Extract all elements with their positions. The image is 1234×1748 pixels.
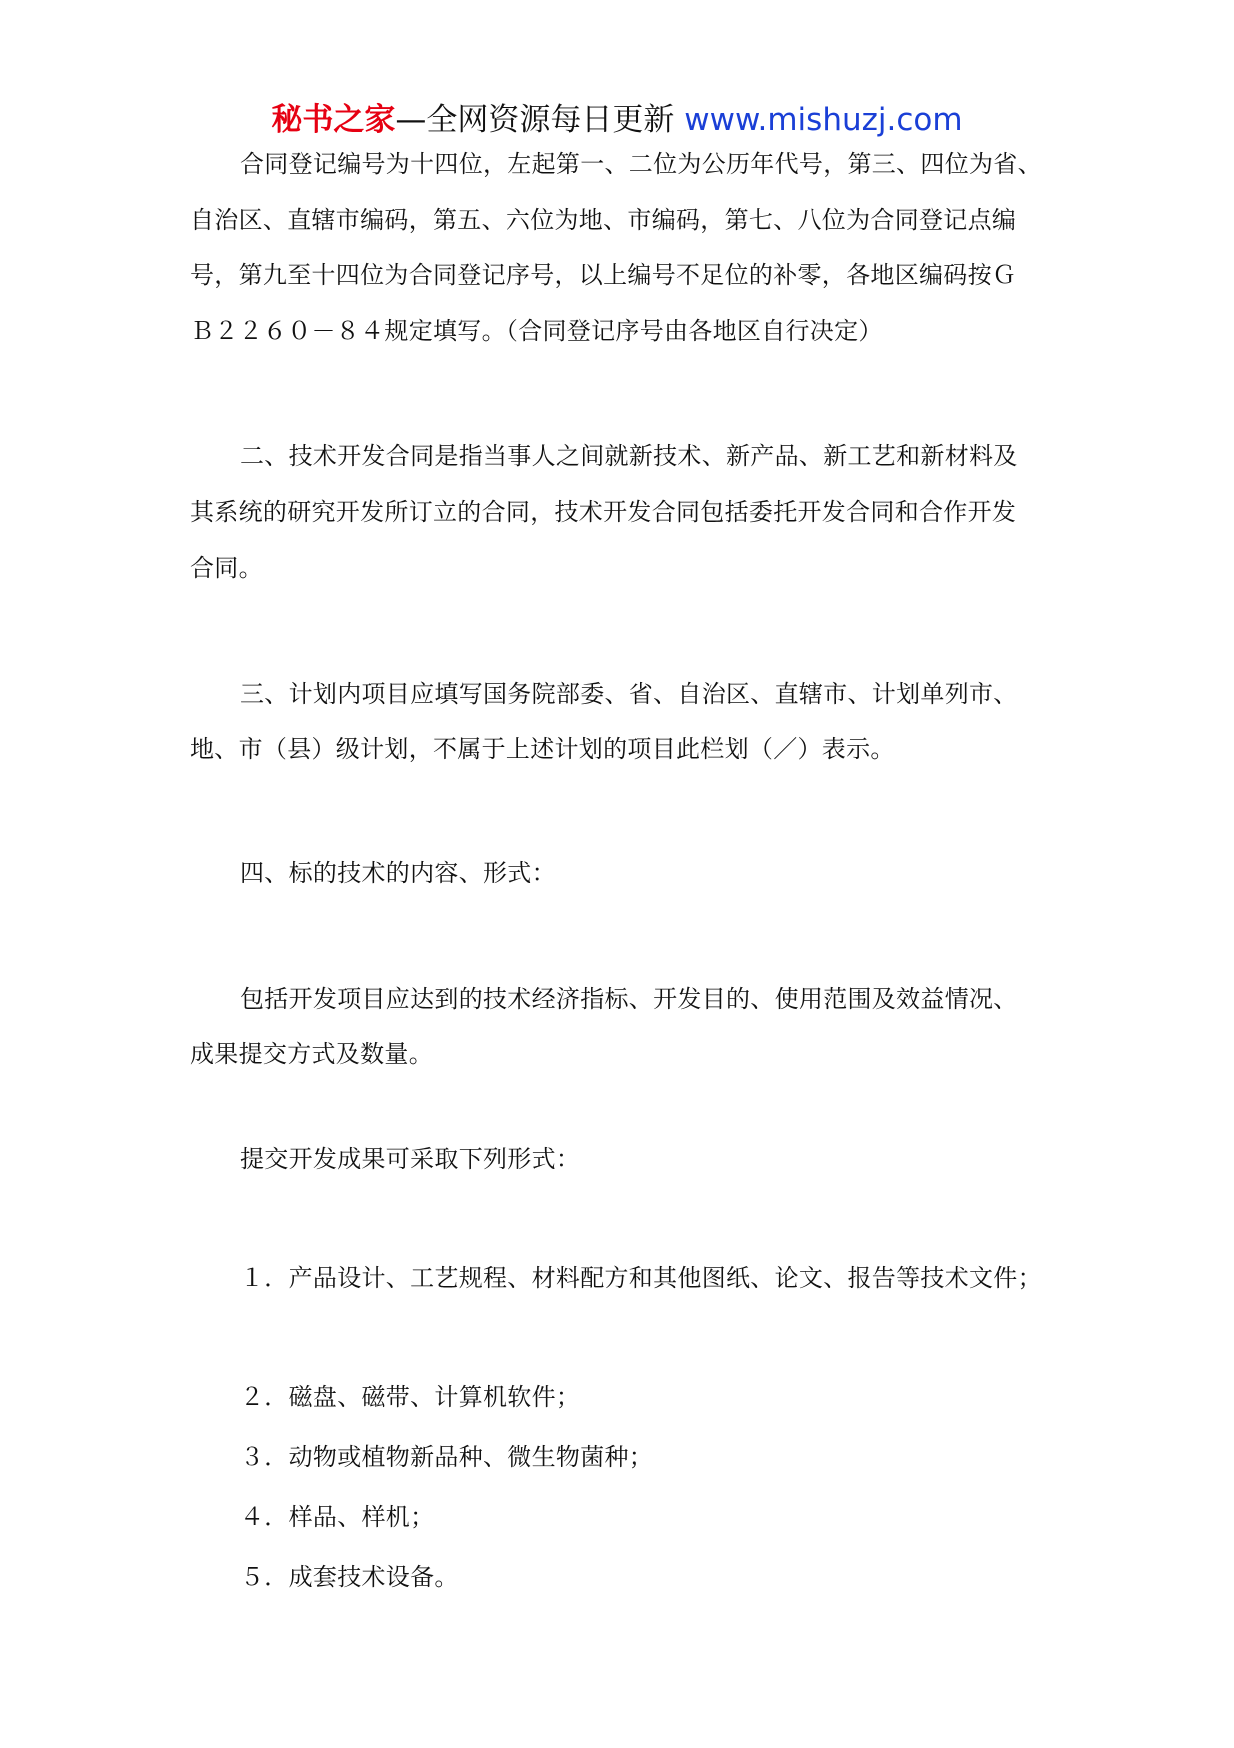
site-brand: 秘书之家 — [271, 102, 396, 138]
list-item-4: ４．样品、样机； — [240, 1503, 435, 1531]
list-item-5: ５．成套技术设备。 — [240, 1563, 459, 1591]
paragraph-6: 提交开发成果可采取下列形式： — [240, 1145, 581, 1173]
paragraph-1-line-2: 自治区、直辖市编码，第五、六位为地、市编码，第七、八位为合同登记点编 — [190, 206, 1017, 234]
paragraph-1-line-4: Ｂ２２６０－８４规定填写。（合同登记序号由各地区自行决定） — [190, 317, 883, 345]
paragraph-2-line-1: 二、技术开发合同是指当事人之间就新技术、新产品、新工艺和新材料及 — [240, 442, 1018, 470]
list-item-1: １．产品设计、工艺规程、材料配方和其他图纸、论文、报告等技术文件； — [240, 1264, 1042, 1292]
paragraph-5-line-2: 成果提交方式及数量。 — [190, 1040, 433, 1068]
site-tagline: —全网资源每日更新 — [395, 102, 675, 138]
section-heading-4: 四、标的技术的内容、形式： — [240, 859, 556, 887]
paragraph-2-line-3: 合同。 — [190, 554, 263, 582]
paragraph-1-line-3: 号，第九至十四位为合同登记序号，以上编号不足位的补零，各地区编码按Ｇ — [190, 261, 1017, 289]
site-header — [0, 100, 1234, 140]
list-item-3: ３．动物或植物新品种、微生物菌种； — [240, 1443, 654, 1471]
paragraph-2-line-2: 其系统的研究开发所订立的合同，技术开发合同包括委托开发合同和合作开发 — [190, 498, 1017, 526]
paragraph-3-line-1: 三、计划内项目应填写国务院部委、省、自治区、直辖市、计划单列市、 — [240, 680, 1018, 708]
paragraph-3-line-2: 地、市（县）级计划，不属于上述计划的项目此栏划（／）表示。 — [190, 735, 895, 763]
paragraph-5-line-1: 包括开发项目应达到的技术经济指标、开发目的、使用范围及效益情况、 — [240, 985, 1018, 1013]
site-url-link[interactable]: www.mishuzj.com — [684, 102, 963, 138]
paragraph-1-line-1: 合同登记编号为十四位，左起第一、二位为公历年代号，第三、四位为省、 — [240, 150, 1042, 178]
list-item-2: ２．磁盘、磁带、计算机软件； — [240, 1383, 581, 1411]
